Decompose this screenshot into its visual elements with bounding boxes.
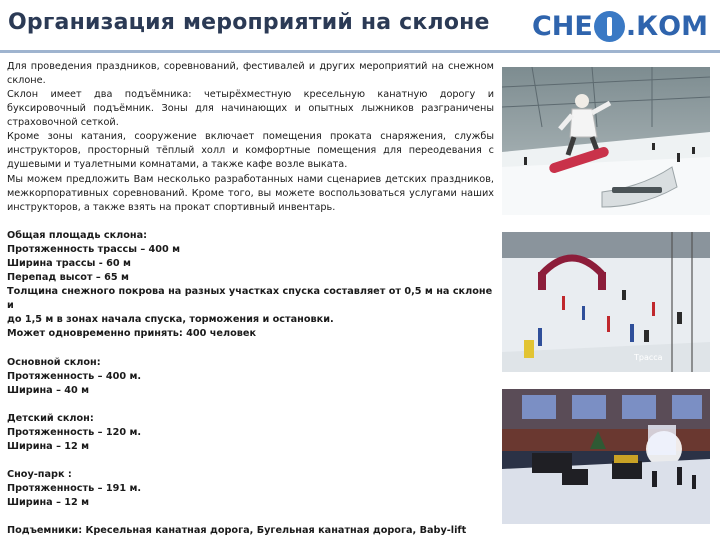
fact-line: Детский склон: bbox=[7, 412, 94, 424]
fact-line: Ширина – 40 м bbox=[7, 384, 90, 396]
slalom-course-photo bbox=[501, 231, 711, 373]
snowboarder-photo bbox=[501, 66, 711, 216]
fact-line: Основной склон: bbox=[7, 356, 101, 368]
fact-line: Протяженность – 120 м. bbox=[7, 426, 142, 438]
photo-caption: Трасса bbox=[634, 353, 663, 362]
fact-line: Протяженность трассы – 400 м bbox=[7, 244, 181, 256]
fact-line: Ширина трассы - 60 м bbox=[7, 258, 131, 270]
intro-paragraph: Мы можем предложить Вам несколько разработанных нами сценариев детских праздников, межкорпоративных соревнований. Кроме того, вы можете воспользоваться услугами наших инструкторов, а также взять на прокат спортивный инвентарь. bbox=[7, 173, 494, 213]
intro-paragraph: Для проведения праздников, соревнований, фестивалей и других мероприятий на снежном склоне. bbox=[7, 61, 494, 87]
fact-line: Перепад высот – 65 м bbox=[7, 272, 129, 284]
fact-line: Подъемники: Кресельная канатная дорога, Бугельная канатная дорога, Baby-lift bbox=[7, 525, 467, 537]
fact-line: Ширина – 12 м bbox=[7, 497, 90, 508]
fact-spacer bbox=[7, 342, 494, 356]
skier-circle-logo-icon bbox=[594, 11, 625, 42]
fact-line: Ширина – 12 м bbox=[7, 440, 90, 452]
slope-facts bbox=[7, 229, 494, 538]
header-divider bbox=[0, 50, 720, 53]
intro-text bbox=[7, 60, 494, 215]
page-title: Организация мероприятий на склоне bbox=[8, 10, 490, 35]
fact-line: Общая площадь склона: bbox=[7, 230, 148, 241]
fact-spacer bbox=[7, 398, 494, 412]
fact-line: Может одновременно принять: 400 человек bbox=[7, 328, 257, 340]
intro-paragraph: Склон имеет два подъёмника: четырёхместную кресельную канатную дорогу и буксировочный подъёмник. Зоны для начинающих и опытных лыжников разграничены страховочной сеткой. bbox=[7, 89, 494, 129]
brand-logo[interactable] bbox=[532, 8, 708, 44]
fact-spacer bbox=[7, 454, 494, 468]
intro-paragraph: Кроме зоны катания, сооружение включает помещения проката снаряжения, службы инструкторов, просторный тёплый холл и комфортные помещения для переодевания с душевыми и туалетными комнатами, а также кафе возле выката. bbox=[7, 131, 494, 171]
fact-line: Протяженность – 191 м. bbox=[7, 482, 142, 494]
fact-spacer bbox=[7, 510, 494, 524]
fact-line: Толщина снежного покрова на разных участках спуска составляет от 0,5 м на склоне и bbox=[7, 286, 493, 312]
logo-text-left: СНЕ bbox=[531, 10, 593, 42]
fact-line: Протяженность – 400 м. bbox=[7, 370, 142, 382]
fact-line: Сноу-парк : bbox=[7, 468, 72, 480]
logo-text-right: .КОМ bbox=[625, 10, 708, 42]
fact-line: до 1,5 м в зонах начала спуска, торможения и остановки. bbox=[7, 314, 334, 326]
event-photo bbox=[501, 388, 711, 525]
